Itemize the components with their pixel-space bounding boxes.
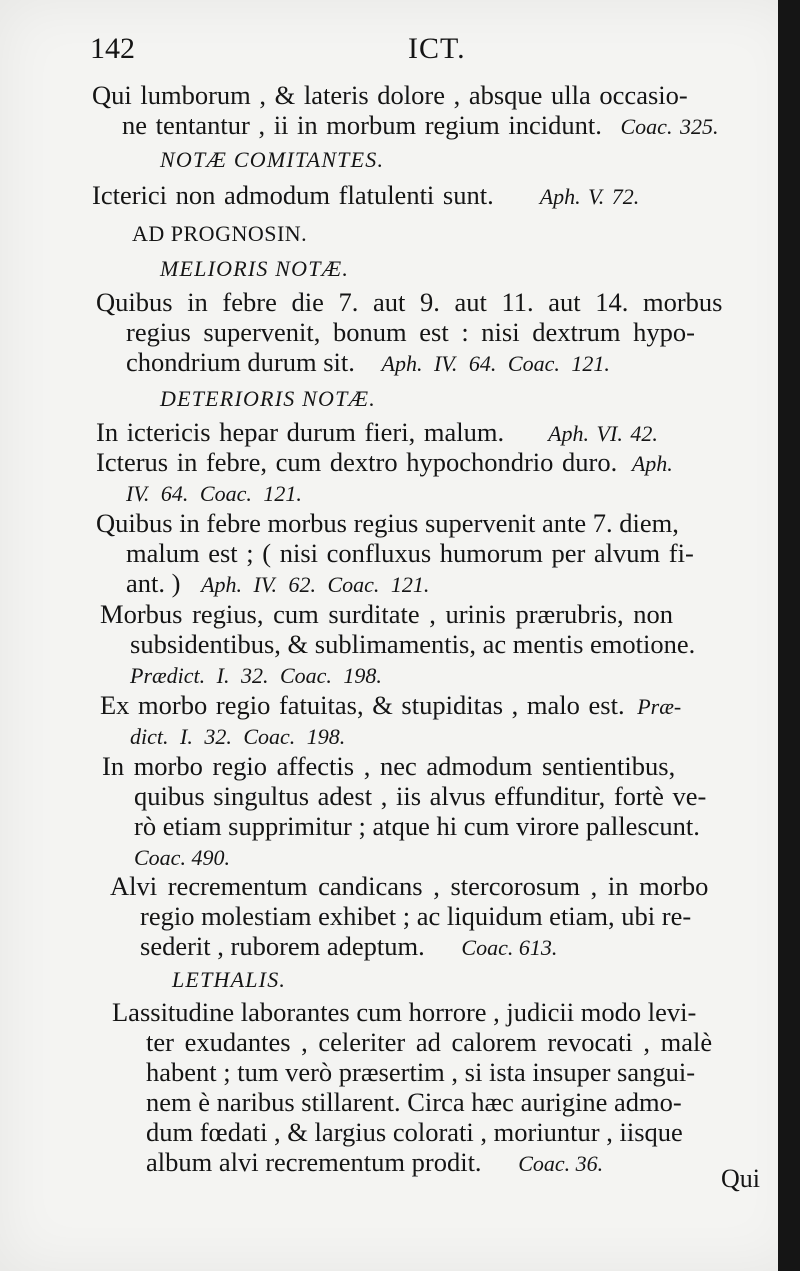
reference: Aph. V. 72. (539, 184, 640, 209)
text-line: rò etiam supprimitur ; atque hi cum virore pallescunt. (134, 811, 700, 841)
reference: Aph. VI. 42. (548, 421, 658, 446)
reference: Aph. IV. 64. Coac. 121. (381, 351, 610, 376)
text-line: sederit , ruborem adeptum. Coac. 613. (140, 931, 558, 961)
section-heading: LETHALIS. (172, 967, 287, 992)
section-heading: NOTÆ COMITANTES. (160, 147, 385, 172)
text-line (134, 841, 230, 873)
text-line: In ictericis hepar durum fieri, malum. Aph. VI. 42. (96, 417, 658, 447)
text-line: regio molestiam exhibet ; ac liquidum etiam, ubi re- (140, 901, 692, 931)
text-line: Lassitudine laborantes cum horrore , judicii modo levi- (112, 997, 697, 1027)
text-line (130, 659, 382, 691)
text-line (130, 720, 345, 752)
text-line (126, 477, 302, 509)
text-line: quibus singultus adest , iis alvus effunditur, fortè ve- (134, 781, 707, 811)
reference: Coac. 36. (518, 1151, 604, 1176)
text-line: ne tentantur , ii in morbum regium incidunt. Coac. 325. (122, 110, 719, 140)
text-line: Morbus regius, cum surditate , urinis prærubris, non (100, 599, 674, 629)
reference: Aph. IV. 62. Coac. 121. (201, 572, 430, 597)
reference: Coac. 613. (461, 935, 558, 960)
catchword: Qui (721, 1164, 760, 1193)
reference: dict. I. 32. Coac. 198. (130, 724, 346, 749)
text-line: ter exudantes , celeriter ad calorem revocati , malè (146, 1027, 713, 1057)
text-line: habent ; tum verò præsertim , si ista insuper sangui- (146, 1057, 696, 1087)
page-header (90, 32, 770, 72)
reference: Coac. 325. (620, 114, 719, 139)
reference: Prædict. I. 32. Coac. 198. (130, 663, 382, 688)
section-heading: MELIORIS NOTÆ. (160, 256, 350, 281)
text-line: Icterus in febre, cum dextro hypochondrio duro. Aph. (96, 447, 673, 477)
text-line: Alvi recrementum candicans , stercorosum , in morbo (110, 871, 709, 901)
reference: Præ- (637, 694, 682, 719)
text-line: album alvi recrementum prodit. Coac. 36. (146, 1147, 604, 1177)
text-line: regius supervenit, bonum est : nisi dextrum hypo- (126, 317, 695, 347)
page-edge-shadow (778, 0, 800, 1271)
text-line: Qui lumborum , & lateris dolore , absque ulla occasio- (92, 80, 688, 110)
text-line: malum est ; ( nisi confluxus humorum per alvum fi- (126, 538, 694, 568)
reference: Coac. 490. (134, 845, 230, 870)
text-line: Ex morbo regio fatuitas, & stupiditas , malo est. Præ- (100, 690, 682, 720)
text-line: chondrium durum sit. Aph. IV. 64. Coac. 121. (126, 347, 610, 377)
text-line: Quibus in febre die 7. aut 9. aut 11. aut 14. morbus (96, 287, 723, 317)
running-head: ICT. (408, 32, 466, 65)
section-heading: AD PROGNOSIN. (132, 221, 308, 246)
page-number: 142 (90, 32, 135, 65)
text-line: In morbo regio affectis , nec admodum sentientibus, (102, 751, 676, 781)
reference: IV. 64. Coac. 121. (126, 481, 302, 506)
text-line: nem è naribus stillarent. Circa hæc aurigine admo- (146, 1087, 682, 1117)
reference: Aph. (631, 451, 673, 476)
text-line: ant. ) Aph. IV. 62. Coac. 121. (126, 568, 430, 598)
text-line: dum fœdati , & largius colorati , moriuntur , iisque (146, 1117, 683, 1147)
text-line: Icterici non admodum flatulenti sunt. Aph. V. 72. (92, 180, 640, 210)
section-heading: DETERIORIS NOTÆ. (160, 386, 376, 411)
text-line: Quibus in febre morbus regius supervenit ante 7. diem, (96, 508, 679, 538)
text-line: subsidentibus, & sublimamentis, ac mentis emotione. (130, 629, 696, 659)
